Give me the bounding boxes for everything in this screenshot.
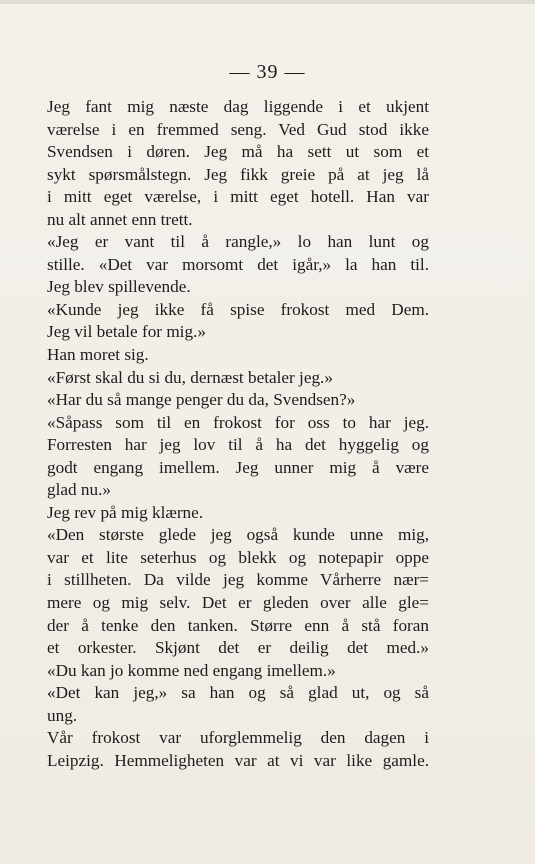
text-line: sykt spørsmålstegn. Jeg fikk greie på at jeg lå [47, 164, 429, 184]
text-line: ung. [47, 705, 78, 725]
text-line: «Du kan jo komme ned engang imellem.» [47, 660, 336, 680]
page-top-edge [0, 0, 535, 4]
text-line: i stillheten. Da vilde jeg komme Vårherre nær= [47, 570, 429, 590]
body-text [47, 96, 429, 772]
text-line: mere og mig selv. Det er gleden over alle gle= [47, 593, 429, 613]
text-line: nu alt annet enn trett. [47, 209, 193, 229]
text-line: godt engang imellem. Jeg unner mig å være [47, 457, 429, 477]
page-number: — 39 — [229, 61, 306, 83]
text-line: «Den største glede jeg også kunde unne mig, [47, 525, 429, 545]
text-line: et orkester. Skjønt det er deilig det med.» [47, 638, 429, 658]
text-line: «Jeg er vant til å rangle,» lo han lunt og [47, 232, 429, 252]
text-line: der å tenke den tanken. Større enn å stå foran [47, 615, 429, 635]
text-line: Svendsen i døren. Jeg må ha sett ut som et [47, 142, 429, 162]
text-line: «Såpass som til en frokost for oss to har jeg. [47, 412, 429, 432]
text-line: «Har du så mange penger du da, Svendsen?» [47, 390, 356, 410]
text-line: glad nu.» [47, 480, 111, 500]
text-line: «Kunde jeg ikke få spise frokost med Dem. [47, 299, 429, 319]
text-line: var et lite seterhus og blekk og notepapir oppe [47, 547, 429, 567]
text-line: i mitt eget værelse, i mitt eget hotell. Han var [47, 187, 429, 207]
text-line: «Det kan jeg,» sa han og så glad ut, og så [47, 683, 429, 703]
text-line: Jeg rev på mig klærne. [47, 502, 204, 522]
text-line: Forresten har jeg lov til å ha det hyggelig og [47, 435, 429, 455]
text-line: Vår frokost var uforglemmelig den dagen i [47, 728, 429, 748]
text-line: Jeg fant mig næste dag liggende i et ukjent [47, 97, 429, 116]
text-line: Han moret sig. [47, 345, 149, 365]
text-line: Jeg vil betale for mig.» [47, 322, 206, 342]
text-line: værelse i en fremmed seng. Ved Gud stod ikke [47, 119, 429, 139]
text-line: Leipzig. Hemmeligheten var at vi var like gamle. [47, 750, 429, 770]
text-line: stille. «Det var morsomt det igår,» la han til. [47, 254, 429, 274]
text-line: «Først skal du si du, dernæst betaler jeg.» [47, 367, 333, 387]
text-line: Jeg blev spillevende. [47, 277, 191, 297]
